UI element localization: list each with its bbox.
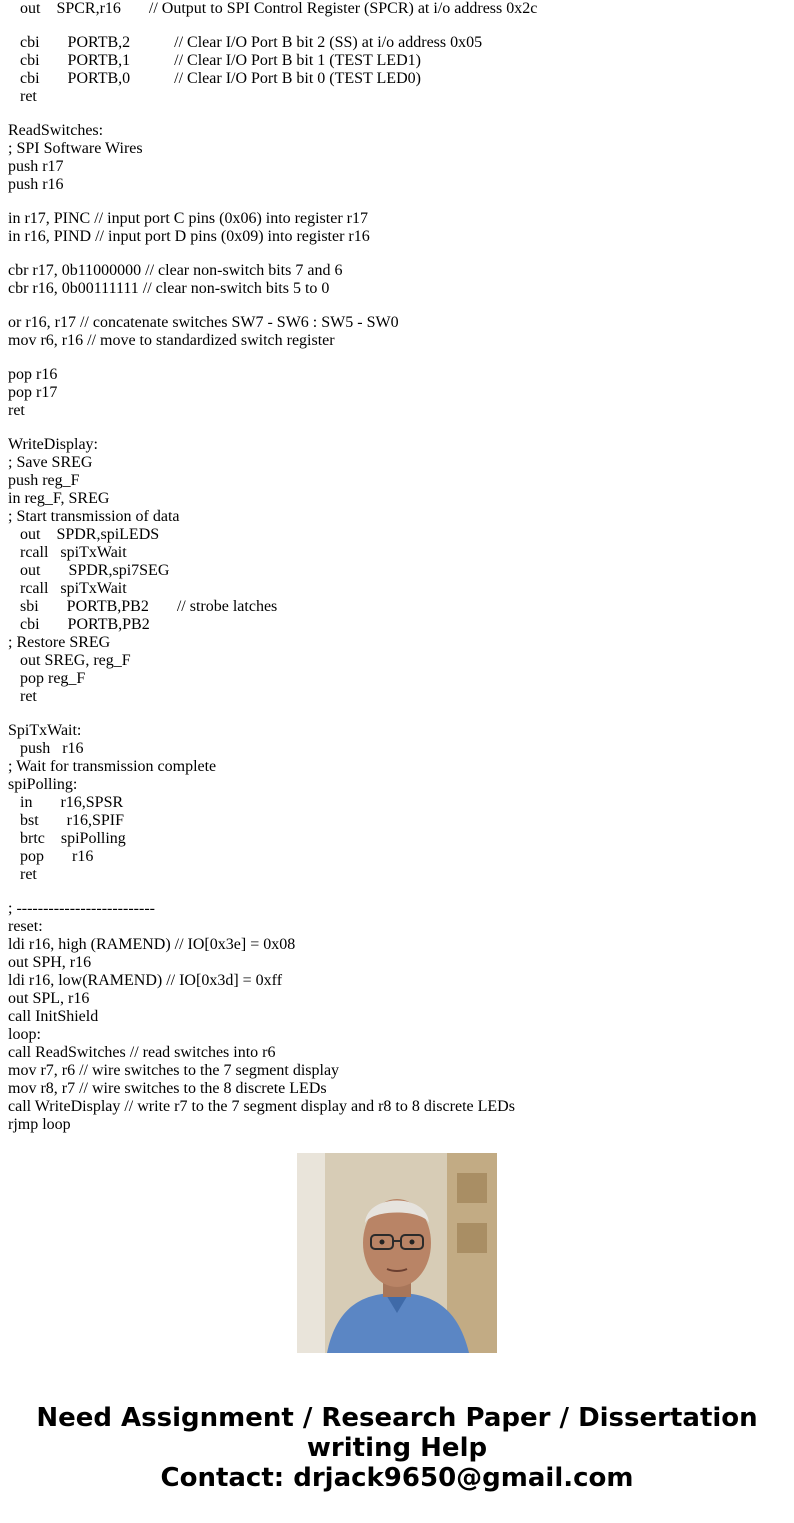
code-line: call InitShield — [8, 1008, 99, 1025]
banner-contact-line: Contact: drjack9650@gmail.com — [160, 1463, 634, 1493]
code-line: in r17, PINC // input port C pins (0x06) into register r17 — [8, 210, 368, 227]
code-line: bst r16,SPIF — [8, 812, 125, 829]
code-line: cbi PORTB,PB2 — [8, 616, 150, 633]
code-line: ReadSwitches: — [8, 122, 104, 139]
code-line: pop reg_F — [8, 670, 86, 687]
code-line: mov r6, r16 // move to standardized switch register — [8, 332, 335, 349]
code-line: reset: — [8, 918, 43, 935]
code-line: push r16 — [8, 176, 64, 193]
code-line: WriteDisplay: — [8, 436, 98, 453]
code-line: out SPDR,spi7SEG — [8, 562, 170, 579]
code-line: or r16, r17 // concatenate switches SW7 - SW6 : SW5 - SW0 — [8, 314, 399, 331]
code-line: ret — [8, 402, 25, 419]
code-line: ; Wait for transmission complete — [8, 758, 217, 775]
code-line: out SPCR,r16 // Output to SPI Control Register (SPCR) at i/o address 0x2c — [8, 0, 538, 17]
code-line: call ReadSwitches // read switches into r6 — [8, 1044, 276, 1061]
code-line: brtc spiPolling — [8, 830, 126, 847]
banner-line-1: Need Assignment / Research Paper / Dissertation — [36, 1403, 758, 1433]
code-line: cbi PORTB,2 // Clear I/O Port B bit 2 (SS) at i/o address 0x05 — [8, 34, 483, 51]
code-line: out SPH, r16 — [8, 954, 92, 971]
code-line: out SPDR,spiLEDS — [8, 526, 160, 543]
code-line: in reg_F, SREG — [8, 490, 110, 507]
code-line: rcall spiTxWait — [8, 580, 127, 597]
code-line: cbi PORTB,0 // Clear I/O Port B bit 0 (TEST LED0) — [8, 70, 421, 87]
code-line: mov r8, r7 // wire switches to the 8 discrete LEDs — [8, 1080, 327, 1097]
code-line: in r16, PIND // input port D pins (0x09) into register r16 — [8, 228, 370, 245]
code-line: pop r16 — [8, 366, 58, 383]
code-line: rcall spiTxWait — [8, 544, 127, 561]
code-line: in r16,SPSR — [8, 794, 124, 811]
code-line: out SREG, reg_F — [8, 652, 131, 669]
code-line: push reg_F — [8, 472, 80, 489]
code-line: ldi r16, low(RAMEND) // IO[0x3d] = 0xff — [8, 972, 283, 989]
code-line: cbr r17, 0b11000000 // clear non-switch bits 7 and 6 — [8, 262, 343, 279]
code-line: ldi r16, high (RAMEND) // IO[0x3e] = 0x08 — [8, 936, 296, 953]
code-line: cbr r16, 0b00111111 // clear non-switch bits 5 to 0 — [8, 280, 330, 297]
code-line: pop r16 — [8, 848, 94, 865]
contact-banner — [0, 1403, 794, 1493]
code-line: ret — [8, 688, 37, 705]
author-avatar — [297, 1153, 497, 1353]
code-line: ; -------------------------- — [8, 900, 155, 917]
code-line: SpiTxWait: — [8, 722, 82, 739]
code-line: ; SPI Software Wires — [8, 140, 143, 157]
code-line: sbi PORTB,PB2 // strobe latches — [8, 598, 278, 615]
code-line: call WriteDisplay // write r7 to the 7 segment display and r8 to 8 discrete LEDs — [8, 1098, 515, 1115]
code-line: mov r7, r6 // wire switches to the 7 segment display — [8, 1062, 340, 1079]
code-line: rjmp loop — [8, 1116, 71, 1133]
code-line: push r16 — [8, 740, 84, 757]
code-line: out SPL, r16 — [8, 990, 90, 1007]
code-line: ; Start transmission of data — [8, 508, 180, 525]
code-line: ret — [8, 88, 37, 105]
code-line: ; Restore SREG — [8, 634, 111, 651]
code-line: loop: — [8, 1026, 41, 1043]
code-line: cbi PORTB,1 // Clear I/O Port B bit 1 (TEST LED1) — [8, 52, 421, 69]
code-line: ret — [8, 866, 37, 883]
banner-line-2: writing Help — [306, 1433, 488, 1463]
code-line: spiPolling: — [8, 776, 78, 793]
code-line: pop r17 — [8, 384, 58, 401]
code-line: ; Save SREG — [8, 454, 93, 471]
code-line: push r17 — [8, 158, 64, 175]
